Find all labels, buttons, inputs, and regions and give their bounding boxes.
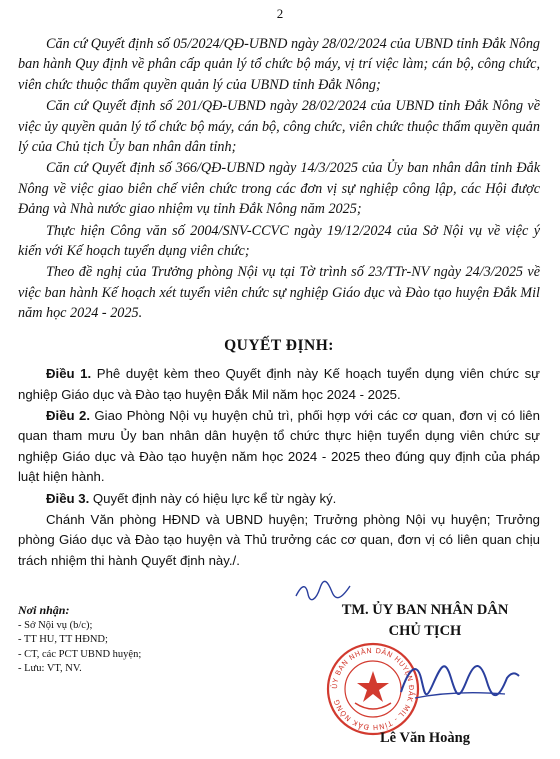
recipient-item: - Sở Nội vụ (b/c);	[18, 619, 93, 631]
recipient-item: - Lưu: VT, NV.	[18, 663, 82, 674]
article-1	[18, 364, 540, 405]
handwritten-signature	[395, 648, 525, 718]
signer-name: Lê Văn Hoàng	[380, 730, 470, 746]
signer-org: TM. ỦY BAN NHÂN DÂN	[341, 602, 509, 618]
article-3	[18, 489, 540, 509]
signer-title: CHỦ TỊCH	[388, 623, 462, 639]
decision-heading: QUYẾT ĐỊNH:	[224, 336, 334, 354]
article-label: Điều 1.	[46, 366, 92, 382]
signer-block	[300, 600, 550, 642]
article-label: Điều 3.	[46, 490, 90, 506]
seal-text: ỦY BAN NHÂN DÂN HUYỆN ĐẮK MIL - TỈNH ĐẮK NÔNG	[330, 646, 416, 732]
article-2	[18, 406, 540, 488]
preamble-paragraph: Thực hiện Công văn số 2004/SNV-CCVC ngày 19/12/2024 của Sở Nội vụ về việc ý kiến với Kế hoạch tuyển dụng viên chức;	[18, 222, 540, 260]
article-label: Điều 2.	[46, 407, 90, 423]
preamble-paragraph: Căn cứ Quyết định số 05/2024/QĐ-UBND ngày 28/02/2024 của UBND tỉnh Đắk Nông ban hành Quy định về phân cấp quản lý tổ chức bộ máy, vị trí việc làm; cán bộ, công chức, viên chức thuộc thẩm quyền quản lý của UBND tỉnh Đắk Nông;	[18, 36, 541, 93]
recipients-title: Nơi nhận:	[18, 603, 70, 617]
preamble-paragraph: Căn cứ Quyết định số 366/QĐ-UBND ngày 14/3/2025 của Ủy ban nhân dân tỉnh Đắk Nông về việc giao biên chế viên chức trong các đơn vị sự nghiệp công lập, các Hội được Đảng và Nhà nước giao nhiệm vụ tỉnh Đắk Nông năm 2025;	[18, 160, 540, 218]
document-body	[18, 34, 540, 572]
page-number: 2	[276, 6, 284, 21]
recipient-item: - CT, các PCT UBND huyện;	[18, 648, 142, 660]
recipients-block	[18, 603, 228, 677]
article-text: Giao Phòng Nội vụ huyện chủ trì, phối hợp với các cơ quan, đơn vị có liên quan tham mưu Ủy ban nhân dân huyện tổ chức thực hiện tuyển dụng viên chức sự nghiệp Giáo dục và Đào tạo huyện năm học 2024 - 2025 theo đúng quy định của pháp luật hiện hành.	[18, 407, 540, 485]
recipient-item: - TT HU, TT HĐND;	[18, 634, 108, 645]
preamble-paragraph: Căn cứ Quyết định số 201/QĐ-UBND ngày 28/02/2024 của UBND tỉnh Đắk Nông về việc ủy quyền quản lý tổ chức bộ máy, cán bộ, công chức, viên chức thuộc thẩm quyền quản lý của Chủ tịch Ủy ban nhân dân tỉnh;	[18, 98, 540, 156]
article-text: Quyết định này có hiệu lực kể từ ngày ký.	[89, 490, 337, 506]
closing-paragraph: Chánh Văn phòng HĐND và UBND huyện; Trưởng phòng Nội vụ huyện; Trưởng phòng Giáo dục và Đào tạo huyện và Thủ trưởng các cơ quan, đơn vị có liên quan chịu trách nhiệm thi hành Quyết định này./.	[18, 511, 540, 568]
article-text: Phê duyệt kèm theo Quyết định này Kế hoạch tuyển dụng viên chức sự nghiệp Giáo dục và Đào tạo huyện Đắk Mil năm học 2024 - 2025.	[18, 366, 540, 402]
preamble-paragraph: Theo đề nghị của Trưởng phòng Nội vụ tại Tờ trình số 23/TTr-NV ngày 24/3/2025 về việc ban hành Kế hoạch xét tuyển viên chức sự nghiệp Giáo dục và Đào tạo huyện Đắk Mil năm học 2024 - 2025.	[18, 264, 540, 322]
